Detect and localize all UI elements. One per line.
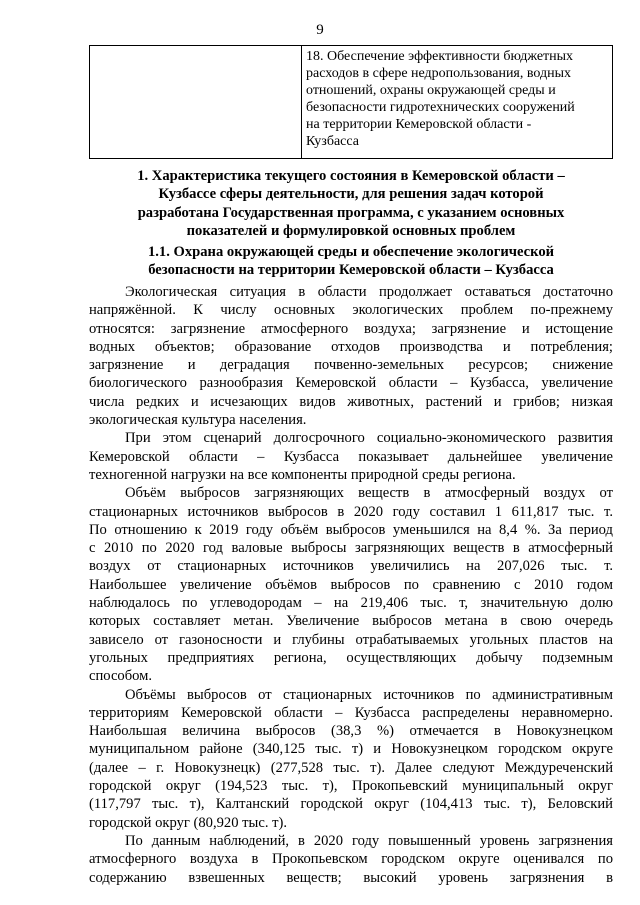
text-line: Объёмы выбросов от стационарных источников по административным — [125, 686, 613, 703]
text-line: муниципальном районе (340,125 тыс. т) и Новокузнецком городском округе — [89, 741, 613, 758]
text-line: При этом сценарий долгосрочного социально-экономического развития — [125, 430, 613, 447]
text-line: экологическая культура населения. — [89, 412, 307, 429]
text-line: угольных предприятиях региона, осуществляющих добычу подземным — [89, 649, 613, 666]
cell-text-line: расходов в сфере недропользования, водных — [306, 66, 572, 81]
cell-text-line: отношений, охраны окружающей среды и — [306, 83, 556, 98]
paragraph — [89, 484, 613, 685]
page-number: 9 — [316, 22, 324, 38]
paragraph — [89, 283, 613, 429]
heading-line: 1.1. Охрана окружающей среды и обеспечение экологической — [147, 244, 555, 260]
text-line: водных объектов; образование отходов производства и потребления; — [89, 338, 613, 355]
table-row — [90, 46, 613, 159]
text-line: зависело от газоносности и глубины отрабатываемых угольных пластов на — [89, 631, 613, 648]
text-line: По отношению к 2019 году объём выбросов уменьшился на 8,4 %. За период — [89, 521, 613, 538]
text-line: которых составляет метан. Увеличение выбросов метана в свою очередь — [89, 613, 613, 630]
text-line: Экологическая ситуация в области продолжает оставаться достаточно — [125, 284, 613, 300]
cell-text-line: на территории Кемеровской области - — [306, 117, 532, 132]
table-cell-empty — [90, 46, 302, 159]
text-line: Наибольшее увеличение объёмов выбросов по сравнению с 2010 годом — [89, 576, 613, 593]
body-text — [89, 283, 613, 887]
text-line: Кемеровской области – Кузбасса показывает дальнейшее увеличение — [89, 448, 613, 465]
paragraph — [89, 429, 613, 484]
text-line: способом. — [89, 668, 153, 685]
text-line: городской округ (80,920 тыс. т). — [89, 814, 288, 831]
heading-line: Кузбассе сферы деятельности, для решения задач которой — [158, 186, 544, 203]
text-line: с 2010 по 2020 год валовые выбросы загрязняющих веществ в атмосферный — [89, 540, 613, 557]
subsection-heading — [89, 243, 613, 280]
text-line: По данным наблюдений, в 2020 году повышенный уровень загрязнения — [125, 832, 613, 849]
heading-line: 1. Характеристика текущего состояния в Кемеровской области – — [137, 168, 565, 184]
cell-text-line: 18. Обеспечение эффективности бюджетных — [306, 49, 574, 64]
text-line: территориям Кемеровской области – Кузбасса распределены неравномерно. — [89, 704, 613, 721]
text-line: атмосферного воздуха в Прокопьевском городском округе оценивался по — [89, 851, 613, 868]
text-line: (далее – г. Новокузнецк) (277,528 тыс. т). Далее следуют Междуреченский — [89, 759, 613, 776]
paragraph — [89, 832, 613, 887]
text-line: числа редких и исчезающих видов животных, растений и грибов; низкая — [89, 393, 613, 410]
text-line: городской округ (194,523 тыс. т), Прокопьевский муниципальный округ — [89, 778, 613, 795]
text-line: содержанию взвешенных веществ; высокий уровень загрязнения в — [89, 869, 613, 886]
table-cell-goal — [302, 46, 613, 159]
text-line: стационарных источников выбросов в 2020 году составил 1 611,817 тыс. т. — [89, 503, 613, 520]
text-line: биологического разнообразия Кемеровской области – Кузбасса, увеличение — [89, 375, 613, 392]
heading-line: показателей и формулировкой основных проблем — [186, 222, 516, 239]
text-line: техногенной нагрузки на все компоненты природной среды региона. — [89, 466, 516, 483]
text-line: напряжённой. К числу основных экологических проблем по-прежнему — [89, 302, 613, 319]
cell-text-line: безопасности гидротехнических сооружений — [306, 100, 575, 115]
text-line: Объём выбросов загрязняющих веществ в атмосферный воздух от — [125, 485, 613, 502]
program-goals-table — [89, 45, 613, 159]
text-line: (117,797 тыс. т), Калтанский городской округ (104,413 тыс. т), Беловский — [89, 796, 613, 813]
text-line: относятся: загрязнение атмосферного воздуха; загрязнение и истощение — [89, 320, 613, 337]
text-line: воздух от стационарных источников увеличились на 207,026 тыс. т. — [89, 558, 613, 575]
cell-text-line: Кузбасса — [306, 134, 359, 149]
section-heading — [89, 167, 613, 240]
paragraph — [89, 686, 613, 832]
heading-line: безопасности на территории Кемеровской области – Кузбасса — [148, 262, 554, 279]
text-line: загрязнение и деградация почвенно-земельных ресурсов; снижение — [89, 357, 613, 374]
heading-line: разработана Государственная программа, с указанием основных — [137, 204, 565, 221]
text-line: Наибольшая величина выбросов (38,3 %) отмечается в Новокузнецком — [89, 723, 613, 740]
text-line: наблюдалось по углеводородам – на 219,406 тыс. т, значительную долю — [89, 595, 613, 612]
